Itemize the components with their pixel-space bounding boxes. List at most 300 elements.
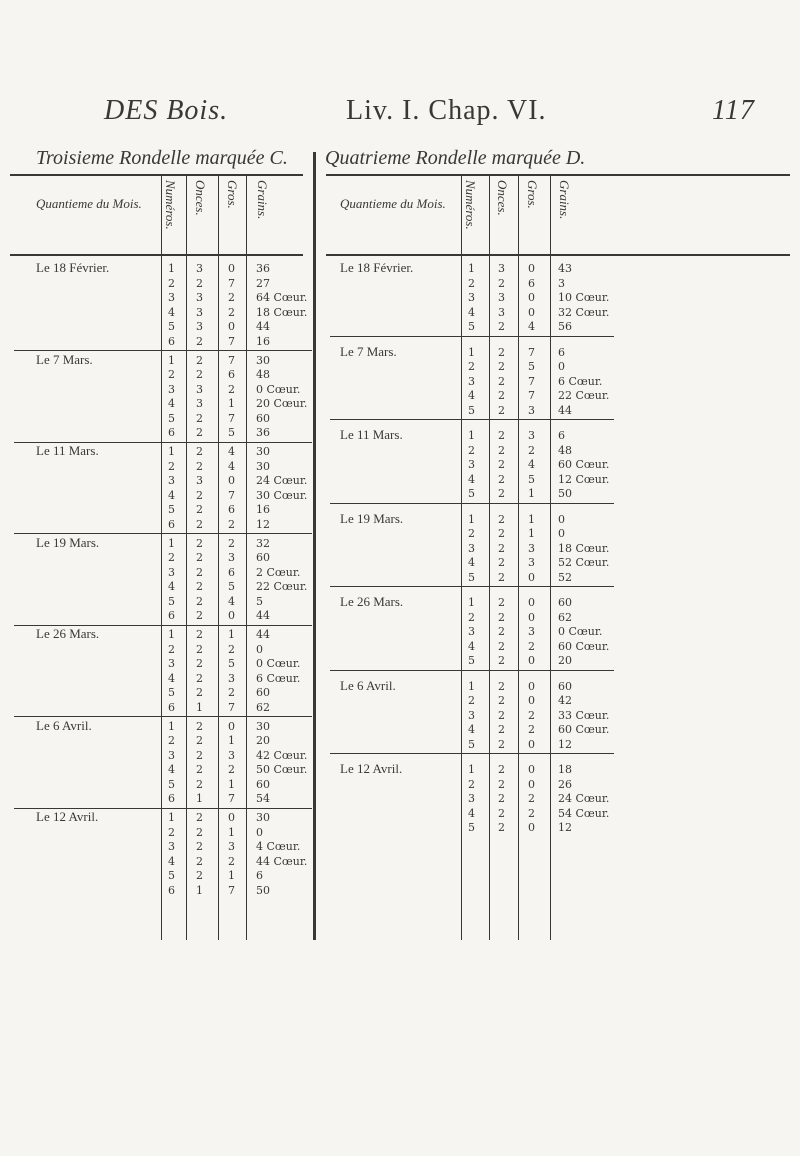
cell-gros: 6 [528,276,535,290]
cell-number: 3 [468,708,475,722]
cell-onces: 2 [196,671,203,685]
cell-grains: 12 [558,737,572,751]
cell-gros: 0 [528,679,535,693]
cell-grains: 27 [256,276,270,290]
cell-onces: 3 [498,262,505,275]
cell-number: 5 [468,320,475,333]
column-separator [246,174,247,940]
cell-grains: 44 Cœur. [256,854,308,868]
cell-number: 4 [168,671,175,685]
cell-grains: 2 Cœur. [256,565,301,579]
cell-onces: 2 [498,345,505,359]
cell-number: 5 [468,403,475,417]
column-header-grains: Grains. [557,180,572,220]
cell-grains: 4 Cœur. [256,840,301,853]
cell-number: 6 [168,609,175,622]
cell-gros: 2 [228,382,235,396]
cell-number: 1 [468,512,475,526]
cell-number: 1 [168,811,175,824]
cell-grains: 60 [558,596,572,609]
row-date: Le 11 Mars. [36,443,99,458]
cell-number: 2 [468,443,475,457]
cell-gros: 0 [528,737,535,751]
cell-gros: 3 [228,748,235,762]
cell-gros: 3 [528,556,535,569]
cell-grains: 0 [256,825,263,839]
table-top-rule [10,174,303,176]
cell-grains: 60 [256,777,270,791]
cell-grains: 0 Cœur. [558,625,603,638]
cell-onces: 2 [498,487,505,500]
cell-onces: 2 [196,445,203,458]
cell-number: 2 [468,694,475,707]
cell-onces: 2 [498,654,505,667]
cell-grains: 56 [558,320,572,333]
column-separator [218,174,219,940]
cell-onces: 3 [196,320,203,333]
cell-number: 4 [468,389,475,402]
cell-grains: 60 Cœur. [558,723,610,736]
cell-number: 2 [168,459,175,473]
cell-number: 3 [168,565,175,579]
row-date: Le 6 Avril. [36,717,92,733]
cell-number: 5 [468,737,475,751]
cell-number: 4 [168,488,175,502]
cell-gros: 3 [528,625,535,638]
cell-onces: 2 [498,570,505,584]
cell-grains: 64 Cœur. [256,291,308,304]
cell-grains: 32 [256,536,270,550]
cell-onces: 2 [498,639,505,653]
cell-onces: 2 [498,541,505,555]
page-header [0,95,800,135]
cell-number: 6 [168,517,175,531]
cell-gros: 6 [228,565,235,579]
cell-number: 4 [468,723,475,736]
cell-grains: 44 [256,320,270,333]
cell-onces: 2 [196,565,203,579]
column-separator [461,174,462,940]
cell-grains: 20 [558,654,572,667]
cell-gros: 0 [528,694,535,707]
cell-number: 4 [168,854,175,868]
cell-number: 6 [168,700,175,714]
cell-onces: 2 [498,679,505,693]
cell-number: 3 [468,625,475,638]
cell-gros: 2 [528,443,535,457]
cell-grains: 32 Cœur. [558,305,610,319]
cell-grains: 52 Cœur. [558,556,610,569]
cell-gros: 7 [228,488,235,502]
row-date: Le 12 Avril. [340,761,403,776]
cell-gros: 0 [528,610,535,624]
column-header-onces: Onces. [193,180,208,216]
row-date: Le 11 Mars. [340,427,403,442]
cell-number: 4 [468,639,475,653]
cell-onces: 2 [498,610,505,624]
cell-gros: 0 [528,596,535,609]
cell-grains: 60 [558,679,572,693]
cell-grains: 26 [558,777,572,791]
cell-gros: 2 [528,806,535,820]
cell-onces: 2 [498,320,505,333]
cell-number: 6 [168,883,175,897]
cell-onces: 3 [196,474,203,487]
cell-grains: 30 [256,811,270,824]
cell-onces: 2 [196,854,203,868]
column-header-gros: Gros. [225,180,240,209]
table-header-rule [10,254,303,256]
cell-onces: 3 [196,382,203,396]
cell-grains: 12 [256,517,270,531]
column-header-onces: Onces. [495,180,510,216]
cell-gros: 2 [528,792,535,805]
cell-number: 2 [168,276,175,290]
cell-onces: 3 [196,262,203,275]
group-separator [330,586,614,587]
row-date: Le 19 Mars. [340,510,404,526]
cell-number: 4 [168,397,175,410]
cell-grains: 3 [558,276,565,290]
cell-onces: 2 [196,869,203,882]
cell-onces: 2 [196,459,203,473]
cell-gros: 5 [528,360,535,373]
cell-gros: 2 [228,686,235,699]
cell-gros: 7 [528,389,535,402]
cell-grains: 18 [558,763,572,776]
cell-gros: 3 [528,541,535,555]
cell-onces: 2 [498,596,505,609]
cell-number: 4 [168,580,175,593]
cell-gros: 7 [228,276,235,290]
cell-onces: 2 [498,276,505,290]
cell-grains: 20 [256,734,270,747]
cell-gros: 1 [528,487,535,500]
cell-onces: 2 [196,657,203,670]
cell-grains: 60 [256,551,270,564]
cell-number: 3 [468,541,475,555]
cell-grains: 12 [558,821,572,834]
cell-gros: 1 [228,397,235,410]
cell-gros: 0 [528,262,535,275]
cell-number: 5 [168,686,175,699]
cell-grains: 0 [558,360,565,373]
cell-grains: 30 [256,459,270,473]
cell-number: 3 [468,374,475,388]
cell-grains: 62 [256,700,270,714]
cell-gros: 4 [228,445,235,458]
cell-grains: 54 [256,792,270,805]
cell-gros: 2 [228,291,235,304]
cell-gros: 2 [228,305,235,319]
cell-gros: 1 [228,734,235,747]
cell-onces: 2 [196,748,203,762]
cell-gros: 4 [528,458,535,471]
cell-onces: 2 [498,374,505,388]
group-separator [330,419,614,420]
cell-gros: 1 [228,628,235,641]
cell-number: 1 [168,353,175,367]
cell-onces: 2 [196,594,203,608]
cell-grains: 30 [256,353,270,367]
cell-grains: 30 Cœur. [256,488,308,502]
cell-grains: 18 Cœur. [256,305,308,319]
cell-onces: 2 [498,403,505,417]
cell-onces: 2 [498,389,505,402]
cell-number: 5 [468,654,475,667]
cell-number: 3 [468,458,475,471]
cell-number: 3 [468,792,475,805]
chapter-reference: Liv. I. Chap. VI. [346,95,547,126]
cell-gros: 3 [228,671,235,685]
cell-gros: 1 [528,512,535,526]
column-separator [489,174,490,940]
cell-onces: 2 [196,503,203,516]
cell-grains: 54 Cœur. [558,806,610,820]
cell-grains: 20 Cœur. [256,397,308,410]
cell-number: 4 [168,763,175,776]
cell-gros: 0 [528,763,535,776]
cell-number: 1 [468,429,475,442]
cell-number: 5 [168,503,175,516]
cell-grains: 60 [256,686,270,699]
cell-number: 1 [468,262,475,275]
cell-onces: 2 [196,276,203,290]
cell-onces: 1 [196,792,203,805]
running-title: DES Bois. [104,95,229,126]
cell-number: 3 [168,291,175,304]
row-date: Le 7 Mars. [36,351,93,367]
column-header-num: Numéros. [463,180,478,230]
cell-onces: 2 [498,458,505,471]
cell-grains: 50 [558,487,572,500]
cell-number: 4 [468,556,475,569]
cell-gros: 7 [228,411,235,425]
cell-grains: 6 Cœur. [256,671,301,685]
cell-onces: 2 [196,536,203,550]
row-date: Le 12 Avril. [36,809,99,824]
cell-number: 5 [168,777,175,791]
cell-gros: 0 [528,821,535,834]
cell-onces: 2 [498,806,505,820]
cell-grains: 6 [558,429,565,442]
cell-onces: 2 [196,719,203,733]
cell-number: 1 [468,679,475,693]
cell-gros: 0 [228,609,235,622]
cell-onces: 2 [196,825,203,839]
cell-number: 5 [468,487,475,500]
cell-grains: 22 Cœur. [558,389,610,402]
cell-gros: 0 [228,719,235,733]
cell-grains: 44 [558,403,572,417]
cell-gros: 5 [228,580,235,593]
cell-number: 2 [168,642,175,656]
cell-grains: 6 [256,869,263,882]
cell-grains: 24 Cœur. [256,474,308,487]
cell-gros: 7 [228,700,235,714]
cell-gros: 2 [528,723,535,736]
cell-grains: 18 Cœur. [558,541,610,555]
cell-onces: 2 [196,488,203,502]
column-header-gros: Gros. [525,180,540,209]
column-header-date: Quantieme du Mois. [340,196,446,211]
cell-onces: 2 [498,443,505,457]
column-separator [518,174,519,940]
cell-number: 6 [168,334,175,348]
cell-number: 1 [168,445,175,458]
cell-number: 4 [168,305,175,319]
cell-gros: 6 [228,503,235,516]
cell-number: 1 [168,719,175,733]
cell-number: 5 [168,594,175,608]
cell-grains: 50 [256,883,270,897]
cell-gros: 3 [228,551,235,564]
cell-gros: 0 [528,570,535,584]
cell-gros: 7 [528,374,535,388]
table-c-caption: Troisieme Rondelle marquée C. [36,147,288,169]
cell-onces: 1 [196,700,203,714]
cell-gros: 0 [228,262,235,275]
cell-grains: 0 [558,512,565,526]
column-header-date: Quantieme du Mois. [36,196,142,211]
cell-number: 2 [468,527,475,540]
cell-onces: 3 [196,397,203,410]
cell-grains: 48 [558,443,572,457]
cell-number: 3 [168,657,175,670]
cell-number: 6 [168,792,175,805]
cell-number: 1 [468,763,475,776]
cell-gros: 0 [228,320,235,333]
cell-onces: 2 [196,734,203,747]
cell-number: 3 [168,474,175,487]
row-date: Le 26 Mars. [340,594,404,609]
group-separator [330,336,614,337]
column-separator [186,174,187,940]
cell-grains: 44 [256,628,270,641]
cell-grains: 12 Cœur. [558,472,610,486]
cell-grains: 42 [558,694,572,707]
cell-grains: 52 [558,570,572,584]
row-date: Le 18 Février. [36,260,110,275]
group-separator [330,753,614,754]
cell-grains: 50 Cœur. [256,763,308,776]
cell-grains: 16 [256,503,270,516]
cell-onces: 2 [498,625,505,638]
table-d-caption: Quatrieme Rondelle marquée D. [325,147,586,169]
page-divider [313,152,316,940]
cell-number: 3 [168,840,175,853]
row-date: Le 6 Avril. [340,677,396,693]
cell-onces: 3 [498,305,505,319]
cell-onces: 2 [498,821,505,834]
cell-grains: 60 Cœur. [558,458,610,471]
cell-onces: 2 [498,556,505,569]
cell-onces: 3 [196,305,203,319]
cell-onces: 2 [196,580,203,593]
cell-gros: 7 [228,334,235,348]
cell-grains: 60 [256,411,270,425]
row-date: Le 7 Mars. [340,343,397,359]
cell-grains: 62 [558,610,572,624]
cell-onces: 2 [196,334,203,348]
cell-grains: 6 Cœur. [558,374,603,388]
cell-grains: 43 [558,262,572,275]
cell-onces: 2 [498,694,505,707]
cell-gros: 7 [228,883,235,897]
cell-gros: 3 [528,429,535,442]
column-header-num: Numéros. [163,180,178,230]
cell-gros: 3 [228,840,235,853]
cell-onces: 2 [196,551,203,564]
cell-number: 5 [168,411,175,425]
cell-number: 1 [468,345,475,359]
cell-number: 2 [468,610,475,624]
cell-gros: 7 [228,792,235,805]
cell-number: 5 [168,320,175,333]
cell-gros: 0 [528,654,535,667]
cell-onces: 2 [498,737,505,751]
cell-gros: 4 [228,459,235,473]
cell-number: 2 [168,734,175,747]
cell-number: 1 [168,536,175,550]
cell-onces: 2 [196,426,203,439]
cell-number: 2 [468,777,475,791]
cell-grains: 44 [256,609,270,622]
cell-gros: 0 [228,811,235,824]
cell-gros: 0 [228,474,235,487]
cell-onces: 2 [196,353,203,367]
cell-onces: 2 [196,811,203,824]
cell-gros: 5 [228,657,235,670]
cell-number: 2 [468,360,475,373]
cell-grains: 0 Cœur. [256,657,301,670]
cell-grains: 30 [256,445,270,458]
cell-number: 2 [168,368,175,381]
cell-grains: 0 Cœur. [256,382,301,396]
cell-gros: 2 [228,536,235,550]
cell-grains: 42 Cœur. [256,748,308,762]
cell-gros: 0 [528,777,535,791]
cell-number: 4 [468,472,475,486]
cell-number: 5 [168,869,175,882]
cell-gros: 1 [228,825,235,839]
cell-number: 5 [468,570,475,584]
cell-gros: 2 [228,854,235,868]
cell-onces: 2 [196,686,203,699]
cell-grains: 0 [256,642,263,656]
group-separator [330,503,614,504]
cell-gros: 2 [228,517,235,531]
cell-number: 6 [168,426,175,439]
cell-onces: 2 [498,723,505,736]
cell-number: 5 [468,821,475,834]
cell-number: 1 [168,628,175,641]
cell-onces: 2 [498,472,505,486]
cell-grains: 24 Cœur. [558,792,610,805]
cell-gros: 7 [228,353,235,367]
cell-onces: 2 [498,792,505,805]
cell-gros: 6 [228,368,235,381]
cell-gros: 2 [528,708,535,722]
cell-gros: 4 [228,594,235,608]
cell-onces: 2 [196,628,203,641]
cell-gros: 2 [528,639,535,653]
cell-onces: 2 [196,368,203,381]
cell-grains: 0 [558,527,565,540]
cell-grains: 5 [256,594,263,608]
cell-onces: 2 [196,840,203,853]
cell-grains: 30 [256,719,270,733]
